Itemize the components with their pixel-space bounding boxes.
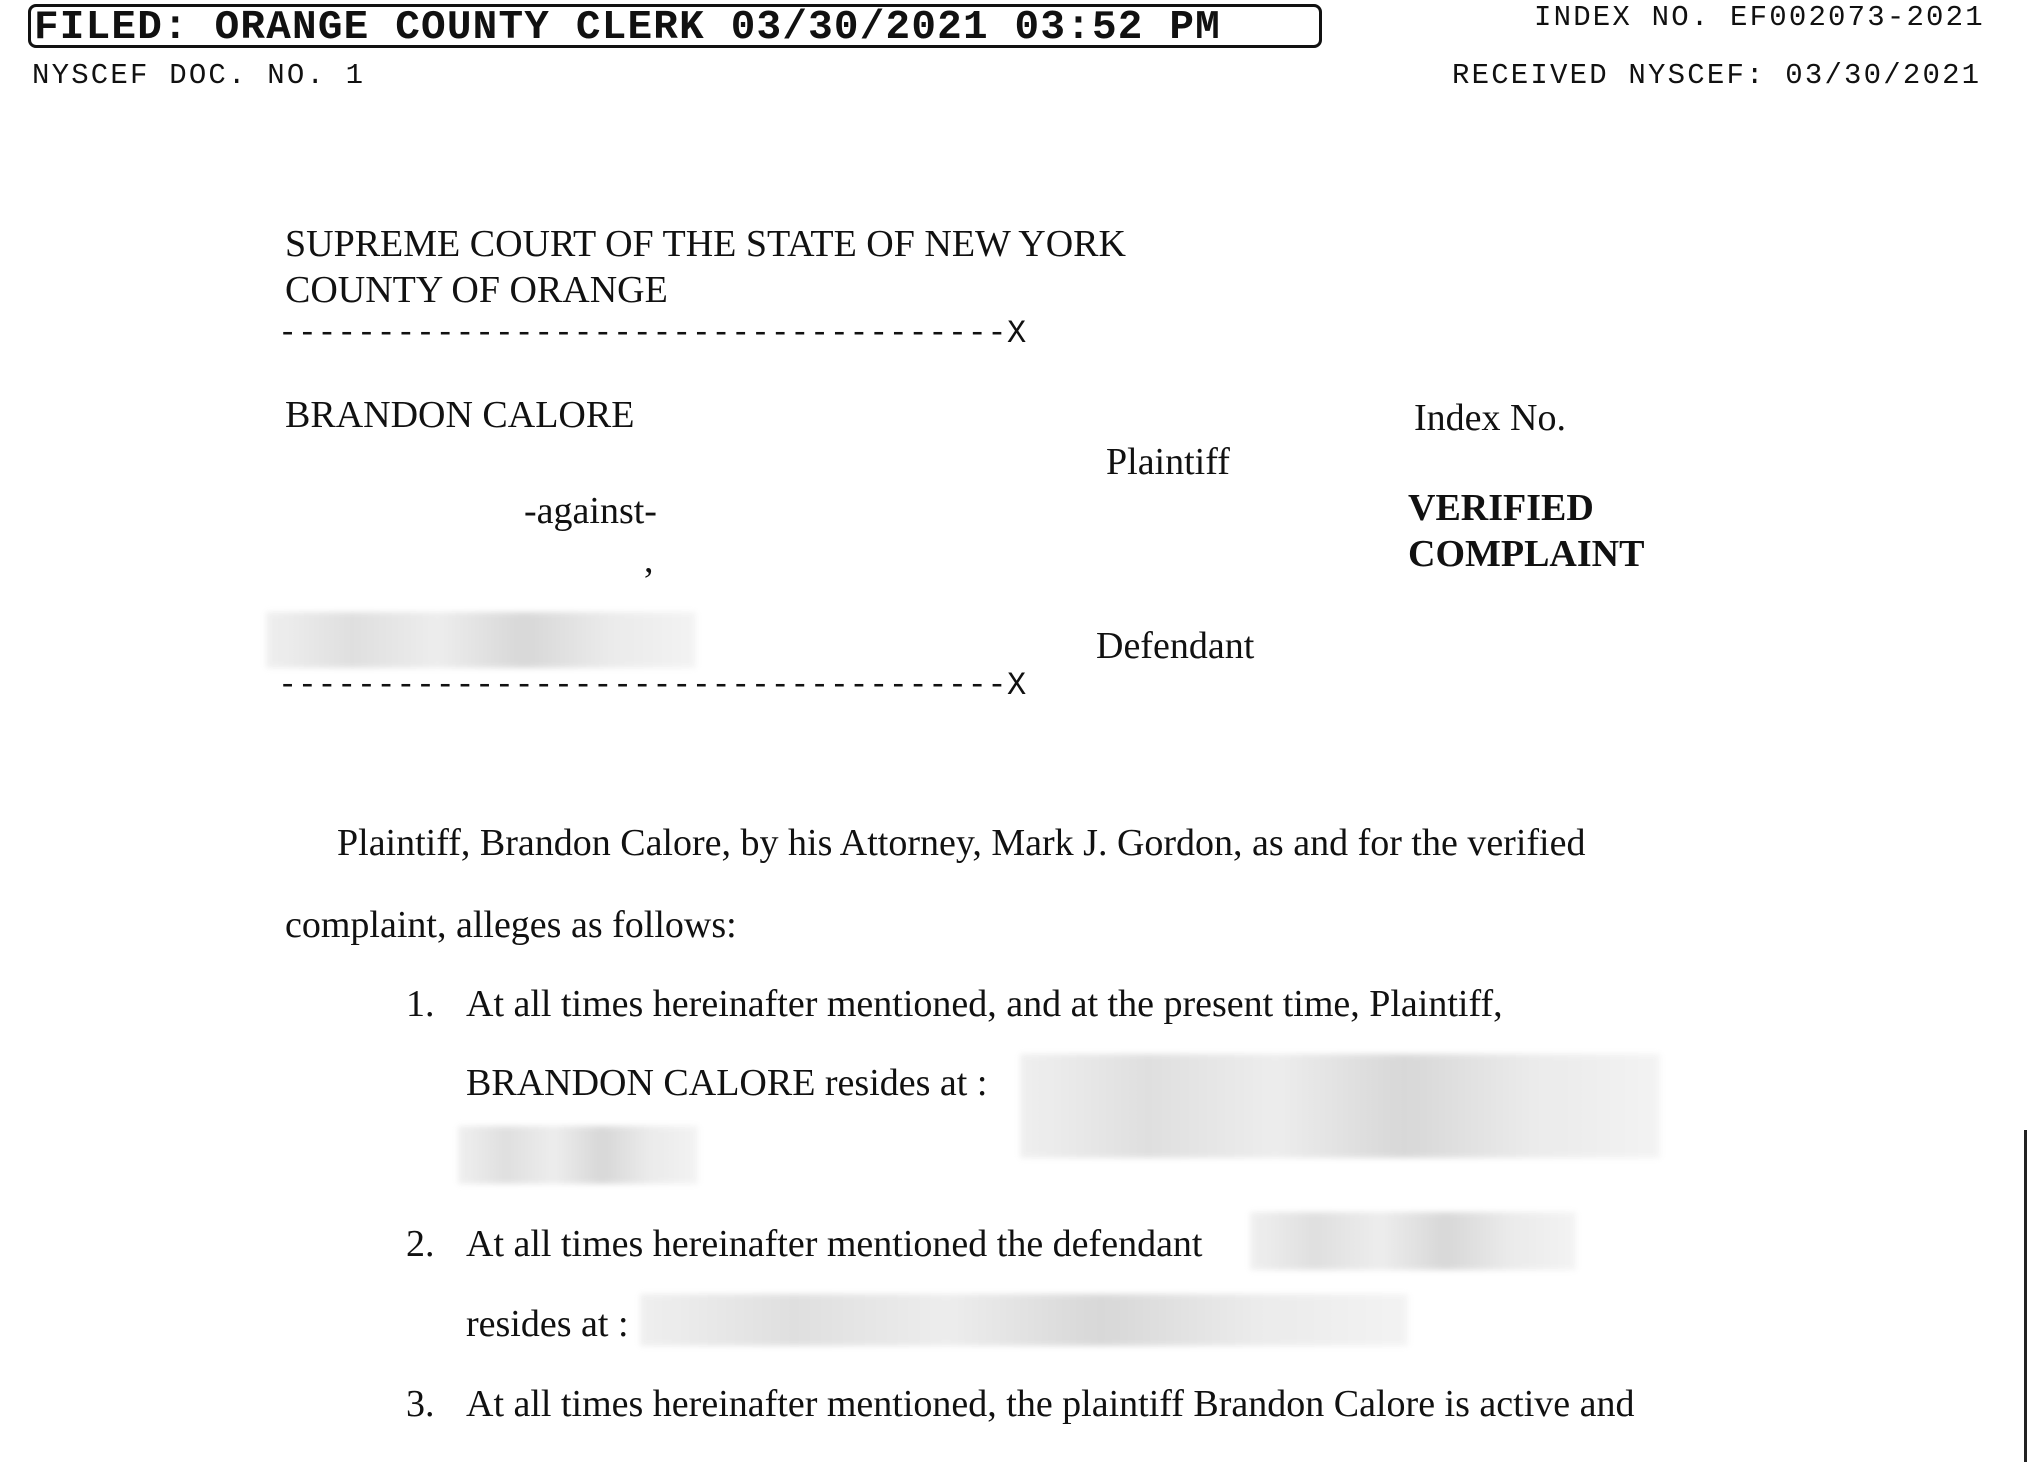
against-label: -against- bbox=[524, 490, 657, 532]
redacted-defendant-name-body bbox=[1250, 1212, 1576, 1270]
caption-divider-top: -------------------------------------X bbox=[278, 315, 1027, 352]
redacted-plaintiff-address bbox=[1020, 1054, 1660, 1158]
list-item-text: At all times hereinafter mentioned, and at the present time, Plaintiff, bbox=[466, 983, 1503, 1025]
list-item-number: 1. bbox=[406, 983, 435, 1025]
caption-divider-bottom: -------------------------------------X bbox=[278, 667, 1027, 704]
defendant-role: Defendant bbox=[1096, 625, 1255, 667]
list-item-text: resides at : bbox=[466, 1303, 629, 1345]
caption-comma: , bbox=[644, 539, 654, 581]
scan-edge-mark bbox=[2024, 1130, 2027, 1462]
document-title-line2: COMPLAINT bbox=[1408, 533, 1645, 575]
list-item-number: 3. bbox=[406, 1383, 435, 1425]
doc-number: NYSCEF DOC. NO. 1 bbox=[32, 59, 366, 92]
filed-stamp: FILED: ORANGE COUNTY CLERK 03/30/2021 03:52 PM bbox=[34, 5, 1221, 51]
list-item-number: 2. bbox=[406, 1223, 435, 1265]
intro-line-1: Plaintiff, Brandon Calore, by his Attorney, Mark J. Gordon, as and for the verified bbox=[337, 822, 1586, 864]
plaintiff-role: Plaintiff bbox=[1106, 441, 1230, 483]
list-item-text: At all times hereinafter mentioned, the plaintiff Brandon Calore is active and bbox=[466, 1383, 1635, 1425]
redacted-defendant-address bbox=[640, 1294, 1408, 1346]
list-item-text: BRANDON CALORE resides at : bbox=[466, 1062, 988, 1104]
list-item-text: At all times hereinafter mentioned the defendant bbox=[466, 1223, 1203, 1265]
intro-line-2: complaint, alleges as follows: bbox=[285, 904, 737, 946]
county-name: COUNTY OF ORANGE bbox=[285, 269, 668, 311]
received-date: RECEIVED NYSCEF: 03/30/2021 bbox=[1452, 59, 1982, 92]
plaintiff-name: BRANDON CALORE bbox=[285, 394, 635, 436]
court-name: SUPREME COURT OF THE STATE OF NEW YORK bbox=[285, 223, 1126, 265]
index-no-label: Index No. bbox=[1414, 397, 1566, 439]
index-number: INDEX NO. EF002073-2021 bbox=[1534, 1, 1985, 34]
redacted-defendant-name bbox=[266, 612, 696, 668]
redacted-plaintiff-address-line2 bbox=[458, 1126, 698, 1184]
document-title-line1: VERIFIED bbox=[1408, 487, 1594, 529]
